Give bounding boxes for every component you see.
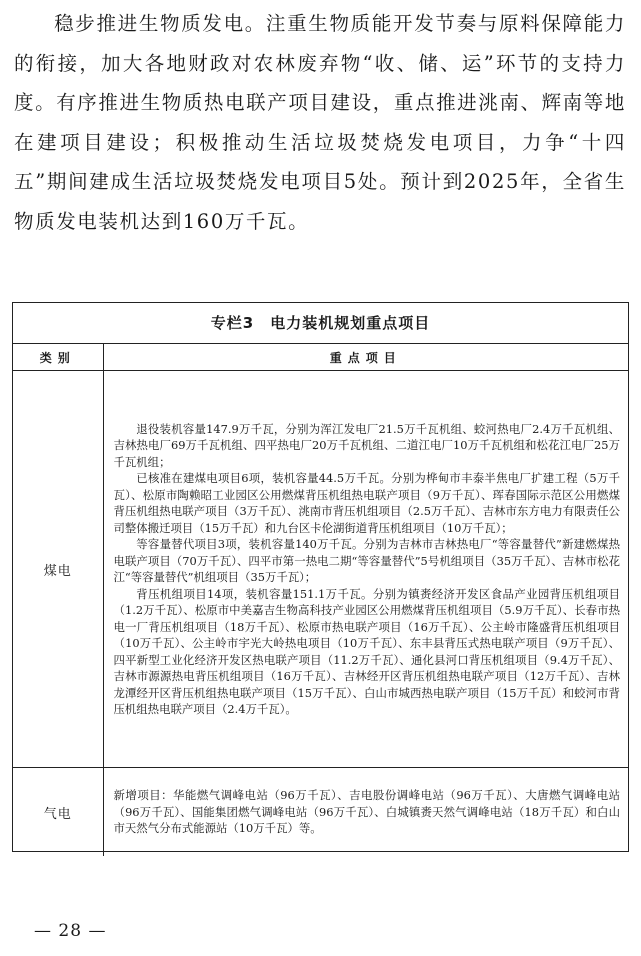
coal-retired-text: 退役装机容量147.9万千瓦，分别为浑江发电厂21.5万千瓦机组、蛟河热电厂2.4万千瓦机组、吉林热电厂69万千瓦机组、四平热电厂20万千瓦机组、二道江电厂10万千瓦机组和松花江电厂25万千瓦机组； bbox=[113, 421, 620, 469]
table-row-gas bbox=[13, 768, 628, 857]
project-box bbox=[12, 302, 629, 852]
project-table bbox=[13, 344, 628, 856]
intro-paragraph bbox=[14, 4, 626, 241]
category-gas: 气电 bbox=[13, 768, 103, 857]
coal-backpressure-text: 背压机组项目14项，装机容量151.1万千瓦。分别为镇赉经济开发区食品产业园背压机组项目（1.2万千瓦）、松原市中美嘉吉生物高科技产业园区公用燃煤背压机组项目（5.9万千瓦）、长春市热电一厂背压机组项目（18万千瓦）、松原市热电联产项目（16万千瓦）、公主岭市隆盛背压机组项目（10万千瓦）、公主岭市宇光大岭热电项目（10万千瓦）、东丰县背压式热电联产项目（9万千瓦）、四平新型工业化经济开发区热电联产项目（11.2万千瓦）、通化县河口背压机组项目（9.4万千瓦）、吉林市源源热电背压机组项目（16万千瓦）、吉林经开区背压机组热电联产项目（12万千瓦）、吉林龙潭经开区背压机组热电联产项目（15万千瓦）、白山市城西热电联产项目（15万千瓦）和蛟河市背压机组热电联产项目（2.4万千瓦）。 bbox=[113, 586, 620, 716]
page-number: — 28 — bbox=[34, 921, 107, 941]
coal-approved-text: 已核准在建煤电项目6项，装机容量44.5万千瓦。分别为桦甸市丰泰半焦电厂扩建工程（5万千瓦）、松原市陶赖昭工业园区公用燃煤背压机组热电联产项目（9万千瓦）、珲春国际示范区公用燃煤背压机组热电联产项目（3万千瓦）、洮南市背压机组项目（2.5万千瓦）、吉林市东方电力有限责任公司整体搬迁项目（15万千瓦）和九台区卡伦湖街道背压机组项目（10万千瓦）； bbox=[113, 471, 620, 535]
box-title bbox=[13, 303, 628, 344]
coal-projects-cell bbox=[103, 371, 628, 768]
box-title-text: 电力装机规划重点项目 bbox=[270, 314, 431, 332]
gas-projects-cell bbox=[103, 768, 628, 857]
header-category: 类别 bbox=[13, 344, 103, 371]
table-header-row bbox=[13, 344, 628, 371]
category-coal: 煤电 bbox=[13, 371, 103, 768]
coal-replacement-text: 等容量替代项目3项，装机容量140万千瓦。分别为吉林市吉林热电厂“等容量替代”新建燃煤热电联产项目（70万千瓦）、四平市第一热电二期“等容量替代”5号机组项目（35万千瓦）、吉林市松花江“等容量替代”机组项目（35万千瓦）； bbox=[113, 537, 620, 584]
table-row-coal bbox=[13, 371, 628, 768]
intro-text: 稳步推进生物质发电。注重生物质能开发节奏与原料保障能力的衔接，加大各地财政对农林废弃物“收、储、运”环节的支持力度。有序推进生物质热电联产项目建设，重点推进洮南、辉南等地在建项目建设；积极推动生活垃圾焚烧发电项目，力争“十四五”期间建成生活垃圾焚烧发电项目5处。预计到2025年，全省生物质发电装机达到160万千瓦。 bbox=[14, 12, 626, 233]
gas-new-projects-text: 新增项目：华能燃气调峰电站（96万千瓦）、吉电股份调峰电站（96万千瓦）、大唐燃气调峰电站（96万千瓦）、国能集团燃气调峰电站（96万千瓦）、白城镇赉天然气调峰电站（18万千瓦）和白山市天然气分布式能源站（10万千瓦）等。 bbox=[113, 788, 620, 836]
header-projects: 重点项目 bbox=[103, 344, 628, 371]
box-label: 专栏3 bbox=[210, 314, 255, 332]
